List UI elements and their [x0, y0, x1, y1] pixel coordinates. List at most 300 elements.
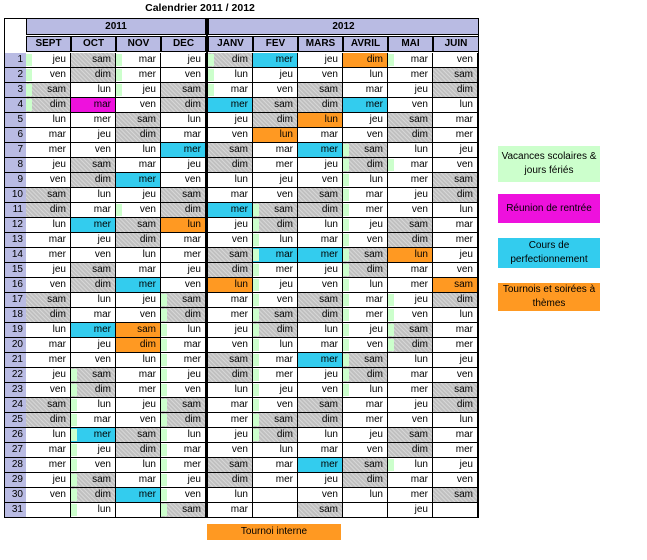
day-cell: lun [26, 113, 71, 128]
day-cell: lun [343, 173, 388, 188]
day-cell: dim [26, 203, 71, 218]
day-cell: sam [253, 308, 298, 323]
vacation-marker [253, 324, 259, 336]
day-cell: dim [298, 203, 343, 218]
day-cell: sam [388, 113, 433, 128]
day-cell: jeu [208, 428, 253, 443]
day-cell: mer [433, 233, 478, 248]
vacation-marker [253, 264, 259, 276]
empty-cell [343, 503, 388, 518]
vacation-marker [253, 414, 259, 426]
day-cell: ven [116, 98, 161, 113]
day-cell: sam [71, 53, 116, 68]
day-cell: dim [116, 338, 161, 353]
day-cell: jeu [71, 233, 116, 248]
day-cell: lun [26, 428, 71, 443]
day-cell: lun [298, 113, 343, 128]
day-cell: dim [161, 308, 206, 323]
day-cell: mar [161, 443, 206, 458]
vacation-marker [71, 504, 77, 516]
vacation-marker [343, 324, 349, 336]
day-cell: jeu [208, 323, 253, 338]
vacation-marker [253, 429, 259, 441]
day-cell: lun [388, 458, 433, 473]
day-cell: sam [343, 143, 388, 158]
day-cell: mer [343, 98, 388, 113]
vacation-marker [26, 84, 32, 96]
day-cell: ven [26, 278, 71, 293]
day-cell: dim [433, 83, 478, 98]
day-cell: mar [26, 233, 71, 248]
day-cell: mar [116, 263, 161, 278]
day-number: 31 [4, 503, 26, 518]
day-cell: jeu [71, 128, 116, 143]
day-cell: sam [208, 143, 253, 158]
day-cell: mar [161, 233, 206, 248]
day-cell: jeu [388, 83, 433, 98]
day-cell: mar [71, 98, 116, 113]
day-cell: mer [388, 173, 433, 188]
day-cell: sam [433, 488, 478, 503]
day-cell: sam [388, 428, 433, 443]
day-cell: mar [388, 53, 433, 68]
day-cell: dim [253, 218, 298, 233]
day-cell: mer [208, 308, 253, 323]
vacation-marker [253, 219, 259, 231]
day-cell: sam [71, 368, 116, 383]
vacation-marker [161, 339, 167, 351]
day-cell: lun [298, 218, 343, 233]
day-cell: mer [298, 353, 343, 368]
day-cell: lun [343, 68, 388, 83]
day-cell: lun [298, 323, 343, 338]
day-number: 17 [4, 293, 26, 308]
month-header-mars: MARS [298, 36, 343, 52]
day-cell: jeu [298, 473, 343, 488]
vacation-marker [343, 309, 349, 321]
day-cell: lun [208, 383, 253, 398]
vacation-marker [71, 369, 77, 381]
day-cell: jeu [208, 113, 253, 128]
empty-cell [253, 503, 298, 518]
day-number: 25 [4, 413, 26, 428]
day-number: 21 [4, 353, 26, 368]
day-cell: ven [433, 53, 478, 68]
vacation-marker [161, 459, 167, 471]
day-cell: ven [433, 473, 478, 488]
day-cell: mer [71, 323, 116, 338]
day-cell: ven [208, 443, 253, 458]
vacation-marker [388, 159, 394, 171]
day-cell: sam [298, 398, 343, 413]
vacation-marker [253, 369, 259, 381]
day-cell: jeu [161, 473, 206, 488]
day-number: 24 [4, 398, 26, 413]
day-cell: mar [433, 428, 478, 443]
day-cell: lun [388, 248, 433, 263]
day-cell: jeu [26, 263, 71, 278]
day-cell: lun [116, 248, 161, 263]
day-cell: mer [253, 473, 298, 488]
vacation-marker [253, 309, 259, 321]
day-cell: mar [433, 323, 478, 338]
day-cell: mer [161, 248, 206, 263]
day-cell: mar [298, 443, 343, 458]
day-cell: dim [343, 53, 388, 68]
day-cell: jeu [298, 158, 343, 173]
day-cell: sam [161, 503, 206, 518]
vacation-marker [161, 354, 167, 366]
day-cell: ven [298, 488, 343, 503]
vacation-marker [116, 69, 122, 81]
day-number: 15 [4, 263, 26, 278]
day-cell: sam [298, 503, 343, 518]
vacation-marker [343, 354, 349, 366]
day-cell: ven [161, 383, 206, 398]
vacation-marker [161, 444, 167, 456]
day-number: 9 [4, 173, 26, 188]
vacation-marker [343, 249, 349, 261]
vacation-marker [388, 324, 394, 336]
calendar-grid [4, 18, 476, 523]
day-cell: sam [161, 398, 206, 413]
month-header-oct: OCT [71, 36, 116, 52]
day-cell: ven [298, 383, 343, 398]
day-cell: dim [26, 98, 71, 113]
day-cell: dim [26, 413, 71, 428]
day-cell: mer [298, 143, 343, 158]
month-header-sept: SEPT [26, 36, 71, 52]
day-cell: mar [433, 218, 478, 233]
day-cell: dim [116, 128, 161, 143]
day-cell: mar [253, 458, 298, 473]
day-cell: mer [26, 143, 71, 158]
day-cell: jeu [388, 503, 433, 518]
day-cell: dim [343, 263, 388, 278]
day-cell: jeu [26, 473, 71, 488]
day-cell: sam [433, 383, 478, 398]
day-cell: lun [208, 278, 253, 293]
day-cell: sam [253, 203, 298, 218]
day-cell: jeu [116, 293, 161, 308]
day-cell: mar [26, 128, 71, 143]
vacation-marker [161, 384, 167, 396]
vacation-marker [71, 399, 77, 411]
year-header-2012: 2012 [208, 18, 479, 35]
vacation-marker [71, 489, 77, 501]
day-cell: ven [71, 143, 116, 158]
day-number: 20 [4, 338, 26, 353]
day-cell: dim [343, 368, 388, 383]
day-cell: ven [388, 308, 433, 323]
vacation-marker [253, 294, 259, 306]
vacation-marker [161, 294, 167, 306]
day-cell: lun [253, 128, 298, 143]
day-number: 27 [4, 443, 26, 458]
day-cell: mer [116, 278, 161, 293]
day-number: 13 [4, 233, 26, 248]
day-cell: jeu [161, 53, 206, 68]
day-cell: dim [26, 308, 71, 323]
day-cell: jeu [388, 293, 433, 308]
day-cell: jeu [116, 83, 161, 98]
day-cell: jeu [343, 323, 388, 338]
day-number: 29 [4, 473, 26, 488]
day-cell: jeu [343, 428, 388, 443]
day-number: 16 [4, 278, 26, 293]
day-cell: ven [298, 173, 343, 188]
day-cell: jeu [298, 368, 343, 383]
vacation-marker [161, 399, 167, 411]
year-header-2011: 2011 [26, 18, 206, 35]
day-cell: dim [298, 308, 343, 323]
day-cell: mer [433, 443, 478, 458]
day-cell: ven [161, 278, 206, 293]
day-cell: jeu [208, 218, 253, 233]
vacation-marker [208, 54, 214, 66]
day-number: 5 [4, 113, 26, 128]
day-cell: mer [388, 488, 433, 503]
vacation-marker [71, 459, 77, 471]
legend-tournois: Tournois et soirées à thèmes [498, 283, 600, 311]
vacation-marker [161, 414, 167, 426]
day-cell: sam [71, 473, 116, 488]
vacation-marker [161, 309, 167, 321]
day-cell: ven [208, 128, 253, 143]
empty-cell [253, 488, 298, 503]
vacation-marker [343, 384, 349, 396]
day-cell: sam [433, 278, 478, 293]
vacation-marker [343, 144, 349, 156]
vacation-marker [343, 234, 349, 246]
day-cell: dim [298, 98, 343, 113]
day-number: 1 [4, 53, 26, 68]
legend-reunion: Réunion de rentrée [498, 194, 600, 223]
day-cell: jeu [116, 188, 161, 203]
day-cell: lun [433, 98, 478, 113]
vacation-marker [343, 339, 349, 351]
day-cell: mer [116, 383, 161, 398]
day-cell: mar [343, 83, 388, 98]
vacation-marker [253, 249, 259, 261]
vacation-marker [343, 174, 349, 186]
day-cell: lun [343, 383, 388, 398]
day-cell: ven [116, 413, 161, 428]
day-cell: dim [208, 53, 253, 68]
vacation-marker [26, 69, 32, 81]
day-cell: sam [161, 83, 206, 98]
vacation-marker [71, 444, 77, 456]
vacation-marker [208, 84, 214, 96]
day-cell: mer [208, 413, 253, 428]
day-cell: ven [71, 248, 116, 263]
day-cell: ven [71, 353, 116, 368]
day-cell: sam [116, 218, 161, 233]
day-cell: sam [116, 323, 161, 338]
month-header-juin: JUIN [433, 36, 479, 52]
day-cell: mar [343, 293, 388, 308]
day-cell: lun [343, 278, 388, 293]
day-cell: ven [161, 488, 206, 503]
day-cell: mer [116, 173, 161, 188]
day-cell: jeu [26, 368, 71, 383]
day-cell: mar [208, 188, 253, 203]
day-cell: mar [388, 158, 433, 173]
day-number: 11 [4, 203, 26, 218]
vacation-marker [116, 84, 122, 96]
day-cell: mer [116, 488, 161, 503]
day-number: 7 [4, 143, 26, 158]
day-cell: lun [433, 203, 478, 218]
day-cell: mar [208, 293, 253, 308]
vacation-marker [161, 474, 167, 486]
day-cell: mer [161, 143, 206, 158]
vacation-marker [116, 204, 122, 216]
day-cell: dim [253, 428, 298, 443]
day-cell: mer [388, 278, 433, 293]
day-cell: mar [388, 368, 433, 383]
day-cell: lun [26, 323, 71, 338]
day-cell: dim [161, 413, 206, 428]
legend-cours: Cours de perfectionnement [498, 238, 600, 268]
day-number: 3 [4, 83, 26, 98]
day-cell: lun [71, 83, 116, 98]
day-cell: jeu [116, 398, 161, 413]
day-cell: mer [343, 308, 388, 323]
day-cell: dim [388, 233, 433, 248]
day-cell: dim [253, 113, 298, 128]
day-cell: dim [116, 233, 161, 248]
vacation-marker [343, 189, 349, 201]
day-cell: mar [71, 308, 116, 323]
day-cell: ven [208, 338, 253, 353]
day-cell: sam [71, 158, 116, 173]
day-number: 4 [4, 98, 26, 113]
day-cell: dim [388, 443, 433, 458]
day-cell: lun [208, 68, 253, 83]
year-separator [206, 18, 208, 518]
day-cell: lun [253, 338, 298, 353]
day-cell: mar [343, 398, 388, 413]
empty-cell [433, 503, 478, 518]
day-cell: ven [298, 278, 343, 293]
day-cell: jeu [298, 53, 343, 68]
day-cell: mer [71, 428, 116, 443]
day-cell: mar [116, 158, 161, 173]
day-cell: ven [253, 398, 298, 413]
day-cell: dim [116, 443, 161, 458]
day-cell: mer [388, 68, 433, 83]
day-cell: sam [26, 188, 71, 203]
day-cell: jeu [253, 68, 298, 83]
day-cell: sam [161, 293, 206, 308]
vacation-marker [388, 294, 394, 306]
month-header-nov: NOV [116, 36, 161, 52]
day-cell: dim [388, 338, 433, 353]
legend-vacances: Vacances scolaires & jours fériés [498, 146, 600, 182]
vacation-marker [343, 159, 349, 171]
day-cell: sam [298, 188, 343, 203]
day-cell: sam [253, 98, 298, 113]
day-cell: ven [208, 233, 253, 248]
day-number: 8 [4, 158, 26, 173]
day-cell: mar [161, 128, 206, 143]
day-number: 2 [4, 68, 26, 83]
day-cell: dim [343, 473, 388, 488]
vacation-marker [343, 294, 349, 306]
day-cell: dim [253, 323, 298, 338]
day-cell: jeu [433, 353, 478, 368]
vacation-marker [343, 219, 349, 231]
day-cell: jeu [433, 248, 478, 263]
vacation-marker [343, 369, 349, 381]
day-cell: mar [433, 113, 478, 128]
day-cell: jeu [343, 218, 388, 233]
day-cell: lun [161, 113, 206, 128]
day-cell: ven [343, 443, 388, 458]
day-number: 26 [4, 428, 26, 443]
day-cell: sam [116, 428, 161, 443]
day-cell: mer [343, 413, 388, 428]
day-cell: ven [433, 368, 478, 383]
vacation-marker [161, 504, 167, 516]
day-cell: jeu [71, 443, 116, 458]
day-cell: dim [71, 383, 116, 398]
day-cell: dim [71, 68, 116, 83]
day-cell: ven [116, 308, 161, 323]
day-cell: jeu [433, 458, 478, 473]
day-cell: jeu [161, 368, 206, 383]
day-cell: sam [343, 458, 388, 473]
vacation-marker [26, 99, 32, 111]
day-cell: sam [208, 353, 253, 368]
day-cell: mar [298, 128, 343, 143]
day-cell: ven [161, 173, 206, 188]
day-cell: dim [433, 398, 478, 413]
day-cell: sam [343, 353, 388, 368]
day-cell: dim [71, 488, 116, 503]
day-cell: mar [253, 143, 298, 158]
day-cell: lun [208, 173, 253, 188]
day-cell: lun [388, 143, 433, 158]
day-cell: mar [71, 203, 116, 218]
vacation-marker [253, 279, 259, 291]
day-cell: mar [26, 338, 71, 353]
tournoi-interne-label: Tournoi interne [207, 524, 341, 540]
day-cell: mer [71, 113, 116, 128]
day-number: 23 [4, 383, 26, 398]
day-cell: jeu [71, 338, 116, 353]
day-cell: mar [71, 413, 116, 428]
day-cell: lun [433, 308, 478, 323]
day-cell: mer [26, 458, 71, 473]
day-cell: mar [388, 263, 433, 278]
day-cell: sam [208, 458, 253, 473]
day-cell: mar [116, 473, 161, 488]
month-header-fev: FEV [253, 36, 298, 52]
day-cell: ven [26, 488, 71, 503]
vacation-marker [161, 324, 167, 336]
day-cell: dim [161, 98, 206, 113]
day-cell: dim [208, 368, 253, 383]
day-cell: mer [253, 368, 298, 383]
day-cell: mar [298, 338, 343, 353]
month-header-janv: JANV [208, 36, 253, 52]
day-cell: lun [253, 443, 298, 458]
day-cell: lun [161, 218, 206, 233]
day-cell: ven [253, 188, 298, 203]
day-cell: sam [433, 68, 478, 83]
